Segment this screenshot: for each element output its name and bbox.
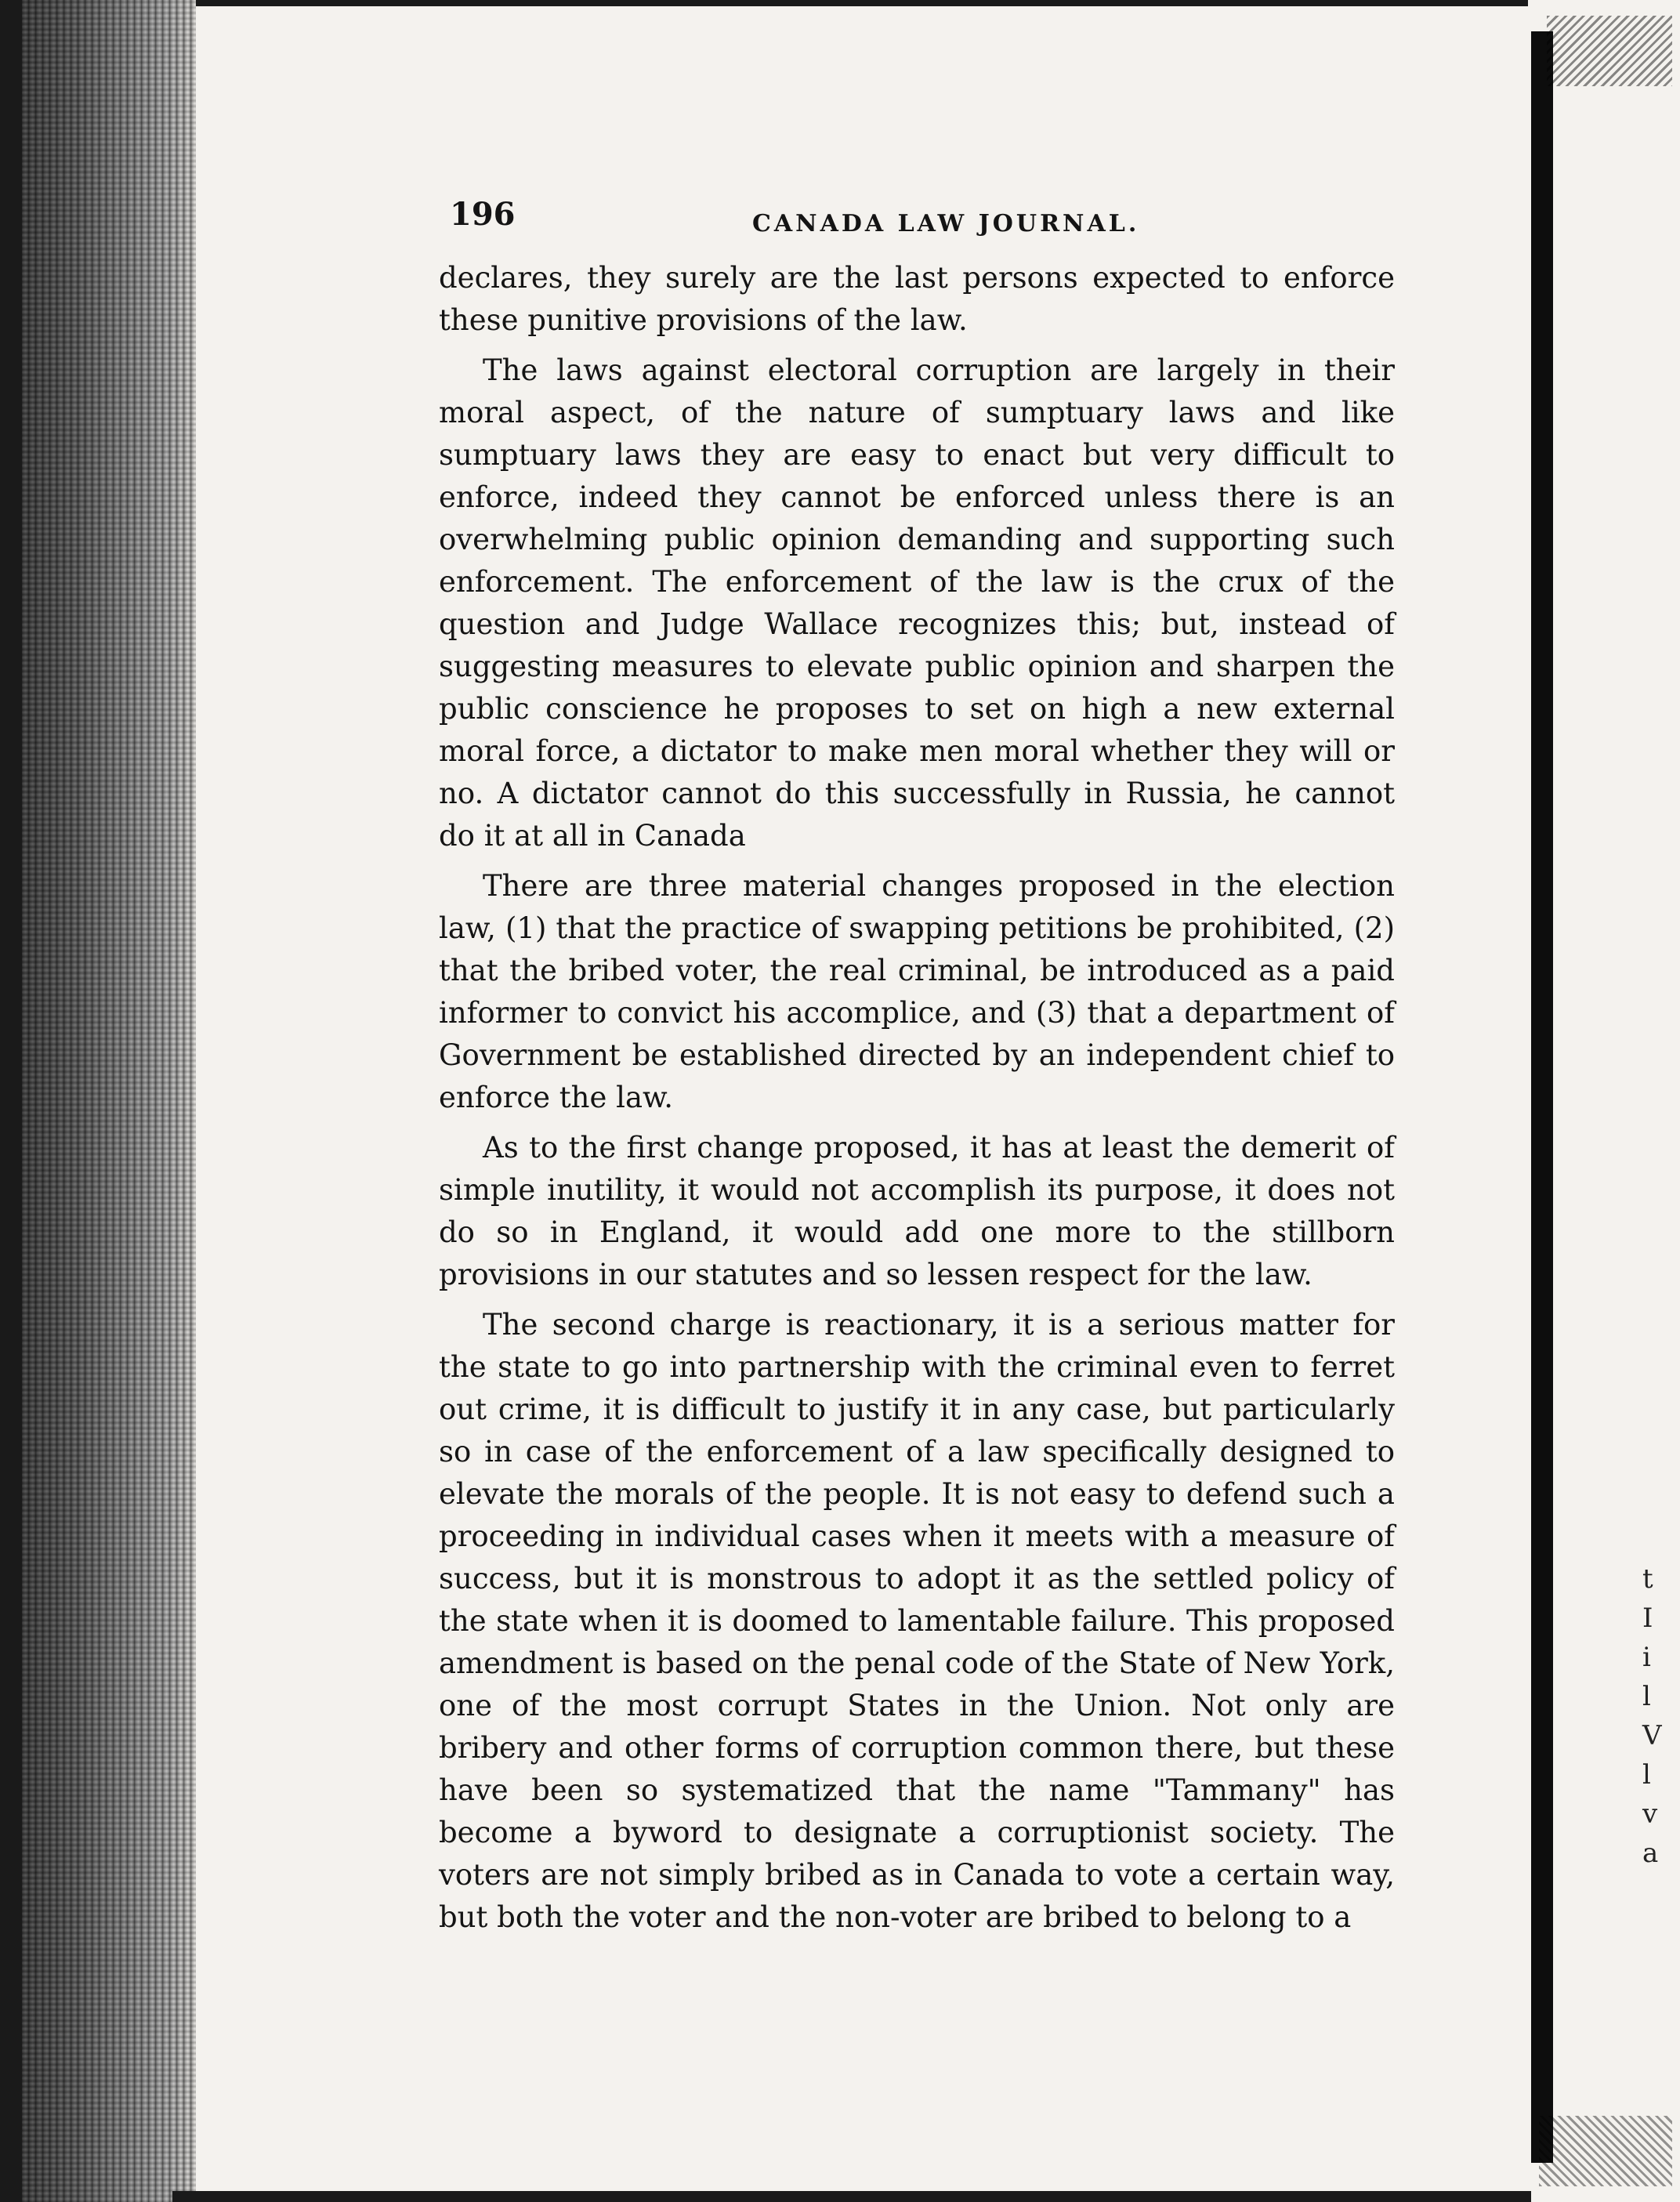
margin-fragment: i — [1642, 1642, 1651, 1673]
margin-fragment: I — [1642, 1603, 1653, 1634]
journal-title: CANADA LAW JOURNAL. — [752, 210, 1140, 237]
article-body — [439, 257, 1395, 1939]
paragraph-continuation: declares, they surely are the last persons expected to enforce these punitive provisions of the law. — [439, 261, 1395, 337]
facing-page-fragments — [1642, 1559, 1674, 1873]
paragraph: As to the first change proposed, it has at least the demerit of simple inutility, it would not accomplish its purpose, it does not do so in England, it would add one more to the stillborn provisions in our statutes and so lessen respect for the law. — [439, 1131, 1395, 1291]
margin-fragment: l — [1642, 1681, 1651, 1712]
next-page-edge — [1531, 31, 1553, 2163]
paragraph: There are three material changes proposed in the election law, (1) that the practice of swapping petitions be prohibited, (2) that the bribed voter, the real criminal, be introduced as a paid informer to convict his accomplice, and (3) that a department of Government be established directed by an independent chief to enforce the law. — [439, 869, 1395, 1114]
scan-bottom-edge — [172, 2191, 1544, 2202]
scan-top-edge — [196, 0, 1528, 6]
scan-left-gutter — [0, 0, 196, 2202]
paragraph: The second charge is reactionary, it is a serious matter for the state to go into partnership with the criminal even to ferret out crime, it is difficult to justify it in any case, but particularly so in case of the enforcement of a law specifically designed to elevate the morals of the people. It is not easy to defend such a proceeding in individual cases when it meets with a measure of success, but it is monstrous to adopt it as the settled policy of the state when it is doomed to lamentable failure. This proposed amendment is based on the penal code of the State of New York, one of the most corrupt States in the Union. Not only are bribery and other forms of corruption common there, but these have been so systematized that the name "Tammany" has become a byword to designate a corruptionist society. The voters are not simply bribed as in Canada to vote a certain way, but both the voter and the non-voter are bribed to belong to a — [439, 1308, 1395, 1934]
page-number: 196 — [450, 196, 516, 233]
margin-fragment: t — [1642, 1563, 1653, 1595]
book-spine — [0, 0, 22, 2202]
running-header — [439, 196, 1395, 251]
scan-noise-top — [1547, 16, 1672, 86]
margin-fragment: a — [1642, 1838, 1659, 1869]
margin-fragment: l — [1642, 1759, 1651, 1791]
journal-page — [439, 196, 1395, 1947]
margin-fragment: V — [1642, 1720, 1662, 1751]
paragraph: The laws against electoral corruption are largely in their moral aspect, of the nature of sumptuary laws and like sumptuary laws they are easy to enact but very difficult to enforce, indeed they cannot be enforced unless there is an overwhelming public opinion demanding and supporting such enforcement. The enforcement of the law is the crux of the question and Judge Wallace recognizes this; but, instead of suggesting measures to elevate public opinion and sharpen the public conscience he proposes to set on high a new external moral force, a dictator to make men moral whether they will or no. A dictator cannot do this successfully in Russia, he cannot do it at all in Canada — [439, 353, 1395, 853]
scan-noise-bottom — [1539, 2116, 1672, 2186]
margin-fragment: v — [1642, 1798, 1658, 1830]
